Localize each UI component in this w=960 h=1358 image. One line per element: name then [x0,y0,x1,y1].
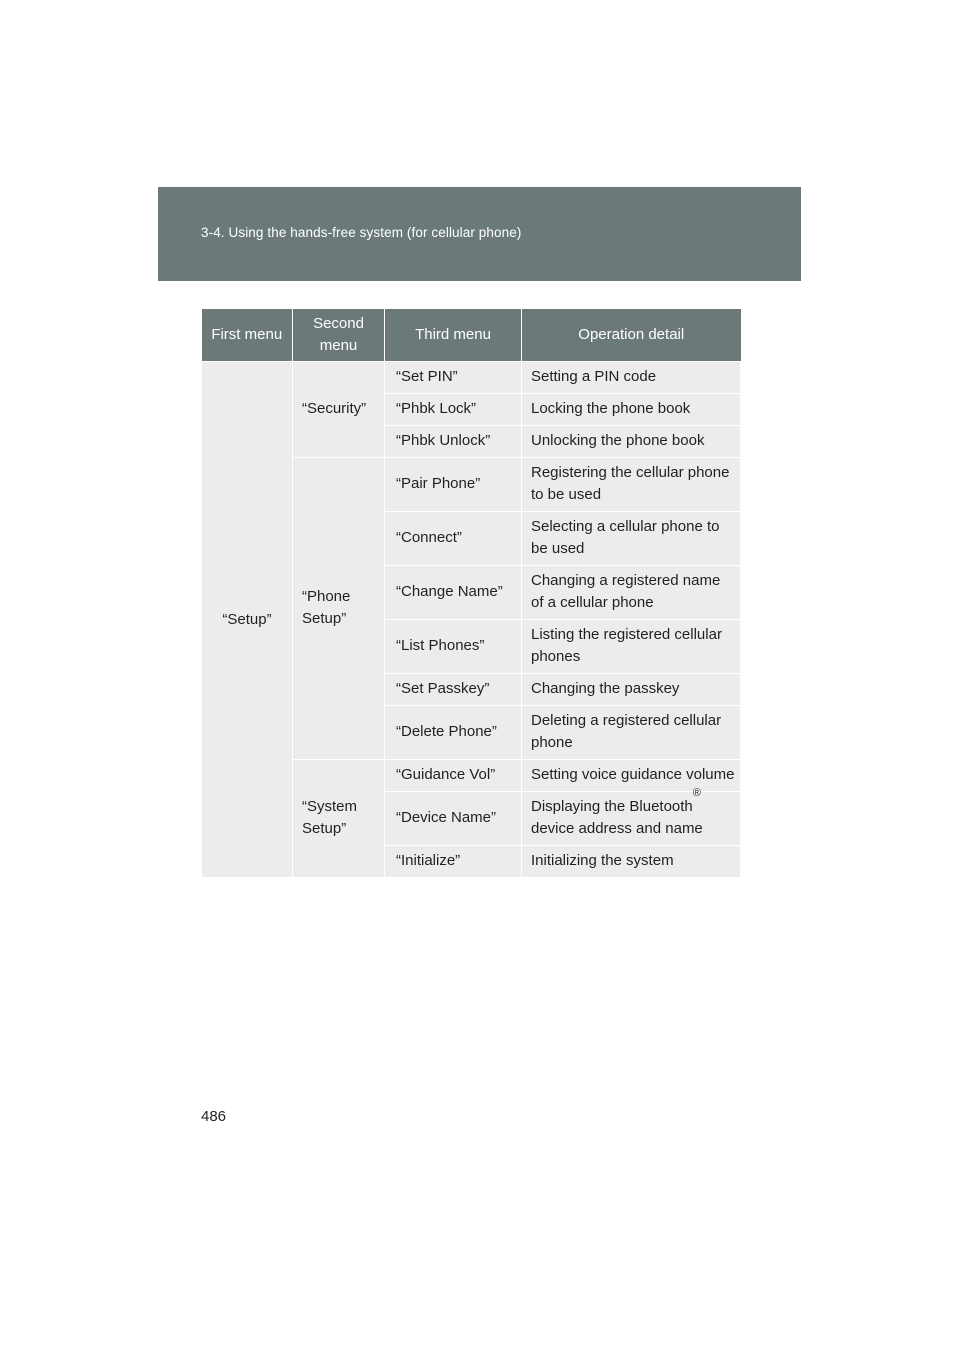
detail-text-continued: device address and name [531,820,703,837]
table-header-row [202,309,741,362]
detail-text: Displaying the Bluetooth [531,798,693,815]
column-header-operation-detail: Operation detail [522,309,741,362]
third-menu-cell: “Guidance Vol” [385,760,522,792]
second-menu-cell-system-setup: “System Setup” [293,760,385,878]
column-header-third-menu: Third menu [385,309,522,362]
operation-detail-cell: Changing a registered name of a cellular phone [522,566,741,620]
third-menu-cell: “Set PIN” [385,362,522,394]
operation-detail-cell: Unlocking the phone book [522,426,741,458]
page-number: 486 [201,1108,227,1125]
column-header-first-menu: First menu [202,309,293,362]
operation-detail-cell: Deleting a registered cellular phone [522,706,741,760]
second-menu-cell-security: “Security” [293,362,385,458]
table-row [202,362,741,394]
third-menu-cell: “Initialize” [385,846,522,878]
menu-table [201,309,741,878]
operation-detail-cell: Selecting a cellular phone to be used [522,512,741,566]
second-menu-cell-phone-setup: “Phone Setup” [293,458,385,760]
third-menu-cell: “Set Passkey” [385,674,522,706]
third-menu-cell: “Phbk Unlock” [385,426,522,458]
operation-detail-cell [522,787,741,846]
third-menu-cell: “Connect” [385,512,522,566]
section-title: 3-4. Using the hands-free system (for cellular phone) [201,225,522,240]
operation-detail-cell: Listing the registered cellular phones [522,620,741,674]
section-header-band [158,187,801,281]
first-menu-cell: “Setup” [202,362,293,878]
operation-detail-cell: Setting voice guidance volume [522,760,741,792]
operation-detail-cell: Locking the phone book [522,394,741,426]
third-menu-cell: “Pair Phone” [385,458,522,512]
operation-detail-cell: Initializing the system [522,846,741,878]
registered-mark: ® [692,787,701,799]
operation-detail-cell: Setting a PIN code [522,362,741,394]
column-header-second-menu: Second menu [293,309,385,362]
third-menu-cell: “Phbk Lock” [385,394,522,426]
third-menu-cell: “Change Name” [385,566,522,620]
third-menu-cell: “Device Name” [385,792,522,846]
operation-detail-cell: Changing the passkey [522,674,741,706]
third-menu-cell: “List Phones” [385,620,522,674]
third-menu-cell: “Delete Phone” [385,706,522,760]
operation-detail-cell: Registering the cellular phone to be used [522,458,741,512]
